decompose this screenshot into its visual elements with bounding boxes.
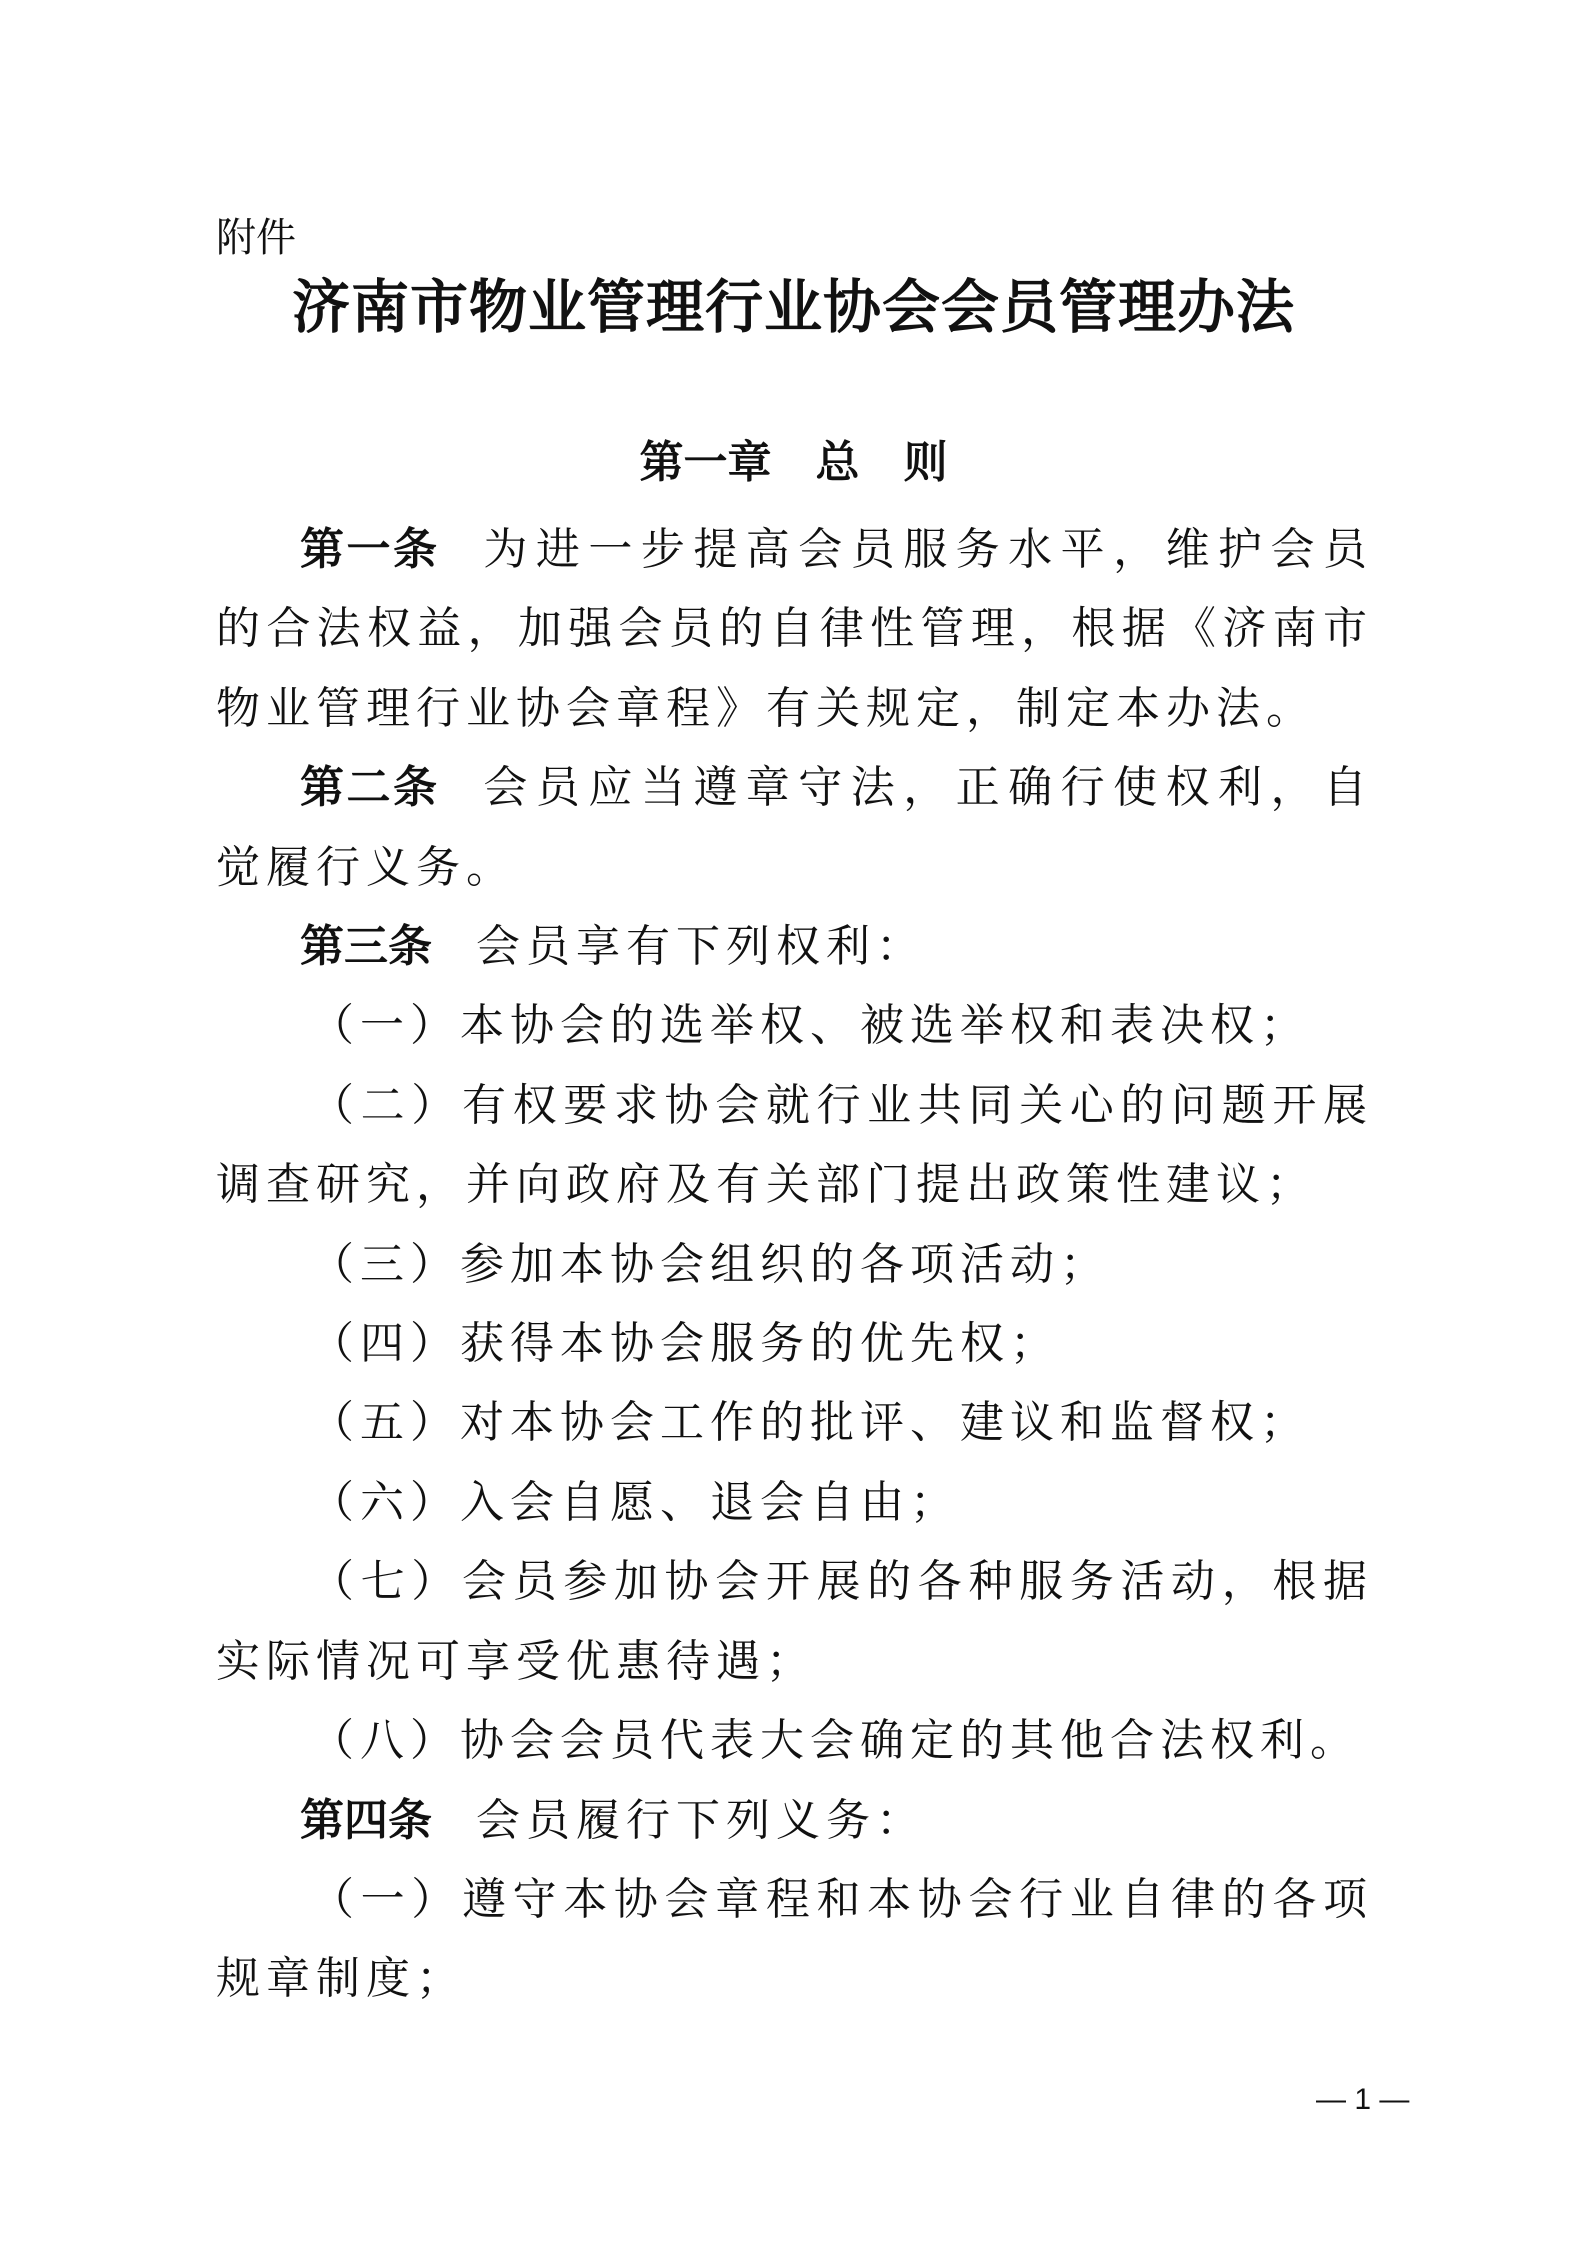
page-number: — 1 — [1316, 2083, 1410, 2116]
article-1 [216, 510, 1373, 748]
article-label: 第四条 [300, 1794, 432, 1846]
list-item: （一）本协会的选举权、被选举权和表决权； [310, 1000, 1310, 1052]
list-item: （四）获得本协会服务的优先权； [310, 1318, 1060, 1370]
article-label: 第一条 [300, 524, 440, 575]
list-item: （一）遵守本协会章程和本协会行业自律的各项规章制度； [216, 1873, 1373, 2005]
document-body [216, 510, 1373, 2019]
chapter-name-1: 总 [815, 437, 860, 488]
article-text: 会员履行下列义务： [476, 1794, 926, 1846]
chapter-number: 第一章 [639, 437, 772, 488]
article-3 [216, 907, 1373, 986]
list-item: （七）会员参加协会开展的各种服务活动，根据实际情况可享受优惠待遇； [216, 1556, 1373, 1687]
list-item: （六）入会自愿、退会自由； [310, 1476, 960, 1528]
list-item: （八）协会会员代表大会确定的其他合法权利。 [310, 1715, 1360, 1767]
attachment-label: 附件 [216, 215, 296, 261]
article-text: 为进一步提高会员服务水平，维护会员的合法权益，加强会员的自律性管理，根据《济南市物业管理行业协会章程》有关规定，制定本办法。 [216, 524, 1373, 734]
article-label: 第二条 [300, 762, 440, 814]
article-4 [216, 1781, 1373, 1860]
list-item: （三）参加本协会组织的各项活动； [310, 1238, 1110, 1290]
article-text: 会员应当遵章守法，正确行使权利，自觉履行义务。 [216, 762, 1373, 893]
chapter-name-2: 则 [903, 437, 948, 488]
list-item: （二）有权要求协会就行业共同关心的问题开展调查研究，并向政府及有关部门提出政策性建议； [216, 1079, 1373, 1211]
list-item: （五）对本协会工作的批评、建议和监督权； [310, 1397, 1310, 1449]
article-text: 会员享有下列权利： [476, 921, 926, 973]
chapter-heading [0, 434, 1587, 492]
document-title: 济南市物业管理行业协会会员管理办法 [291, 273, 1295, 341]
article-2 [216, 748, 1373, 907]
article-label: 第三条 [300, 921, 432, 973]
